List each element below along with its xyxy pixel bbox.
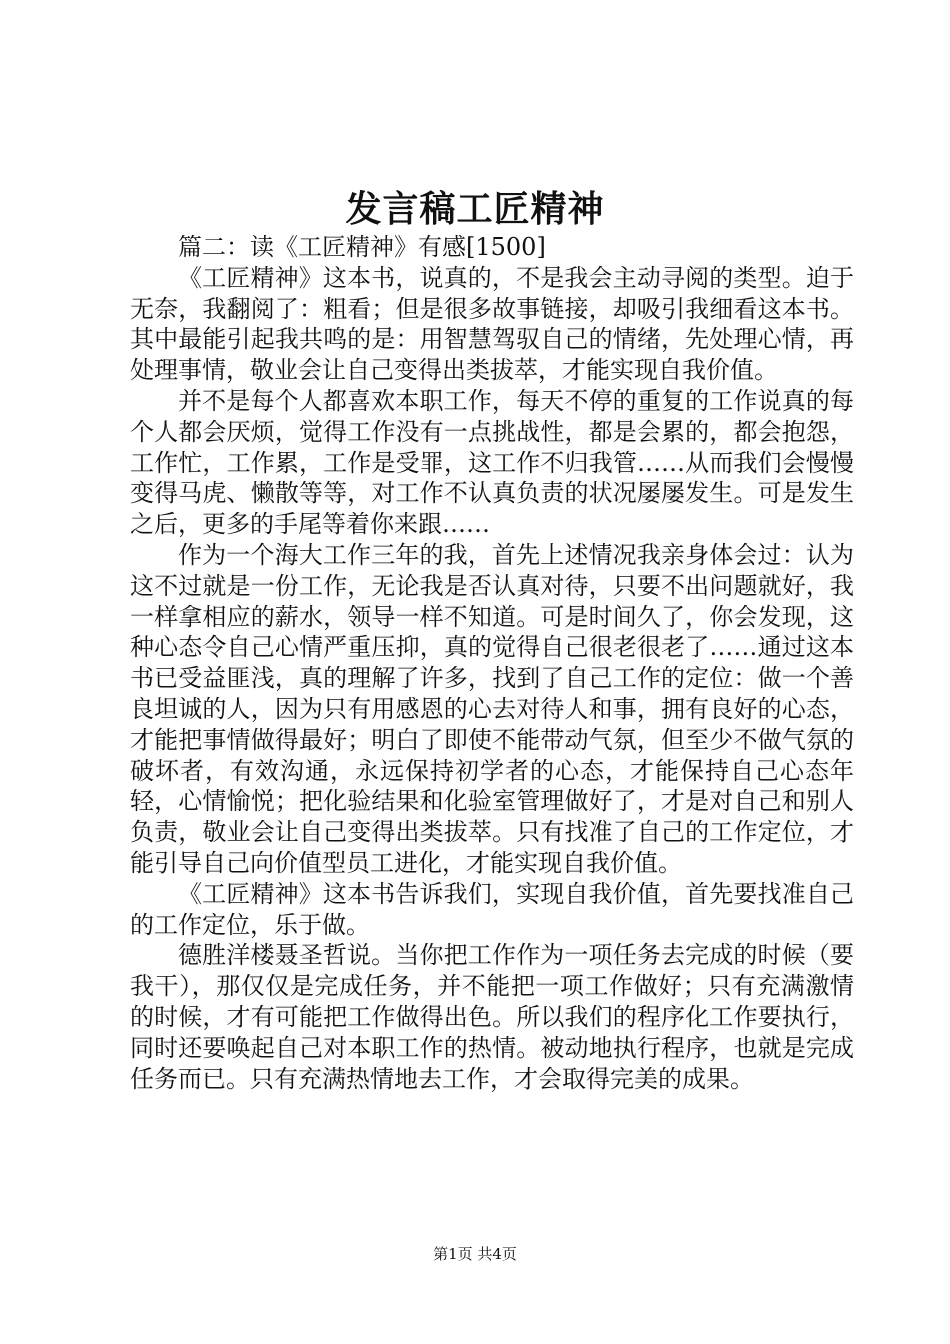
paragraph: 德胜洋楼聂圣哲说。当你把工作作为一项任务去完成的时候（要我干），那仅仅是完成任务，并不能把一项工作做好；只有充满激情的时候，才有可能把工作做得出色。所以我们的程序化工作要执行，同时还要唤起自己对本职工作的热情。被动地执行程序，也就是完成任务而已。只有充满热情地去工作，才会取得完美的成果。 (130, 941, 854, 1093)
document-title: 发言稿工匠精神 (345, 188, 605, 230)
paragraph-subtitle: 篇二：读《工匠精神》有感[1500] (178, 233, 546, 261)
document-body (130, 232, 854, 1094)
paragraph: 作为一个海大工作三年的我，首先上述情况我亲身体会过：认为这不过就是一份工作，无论我是否认真对待，只要不出问题就好，我一样拿相应的薪水，领导一样不知道。可是时间久了，你会发现，这种心态令自己心情严重压抑，真的觉得自己很老很老了……通过这本书已受益匪浅，真的理解了许多，找到了自己工作的定位：做一个善良坦诚的人，因为只有用感恩的心去对待人和事，拥有良好的心态，才能把事情做得最好；明白了即使不能带动气氛，但至少不做气氛的破坏者，有效沟通，永远保持初学者的心态，才能保持自己心态年轻，心情愉悦；把化验结果和化验室管理做好了，才是对自己和别人负责，敬业会让自己变得出类拔萃。只有找准了自己的工作定位，才能引导自己向价值型员工进化，才能实现自我价值。 (130, 540, 854, 877)
paragraph: 《工匠精神》这本书，说真的，不是我会主动寻阅的类型。迫于无奈，我翻阅了：粗看；但是很多故事链接，却吸引我细看这本书。其中最能引起我共鸣的是：用智慧驾驭自己的情绪，先处理心情，再处理事情，敬业会让自己变得出类拔萃，才能实现自我价值。 (130, 263, 854, 385)
page-number-footer: 第1页 共4页 (433, 1245, 517, 1263)
paragraph: 并不是每个人都喜欢本职工作，每天不停的重复的工作说真的每个人都会厌烦，觉得工作没有一点挑战性，都是会累的，都会抱怨，工作忙，工作累，工作是受罪，这工作不归我管……从而我们会慢慢变得马虎、懒散等等，对工作不认真负责的状况屡屡发生。可是发生之后，更多的手尾等着你来跟…… (130, 386, 854, 539)
paragraph: 《工匠精神》这本书告诉我们，实现自我价值，首先要找准自己的工作定位，乐于做。 (130, 879, 854, 939)
